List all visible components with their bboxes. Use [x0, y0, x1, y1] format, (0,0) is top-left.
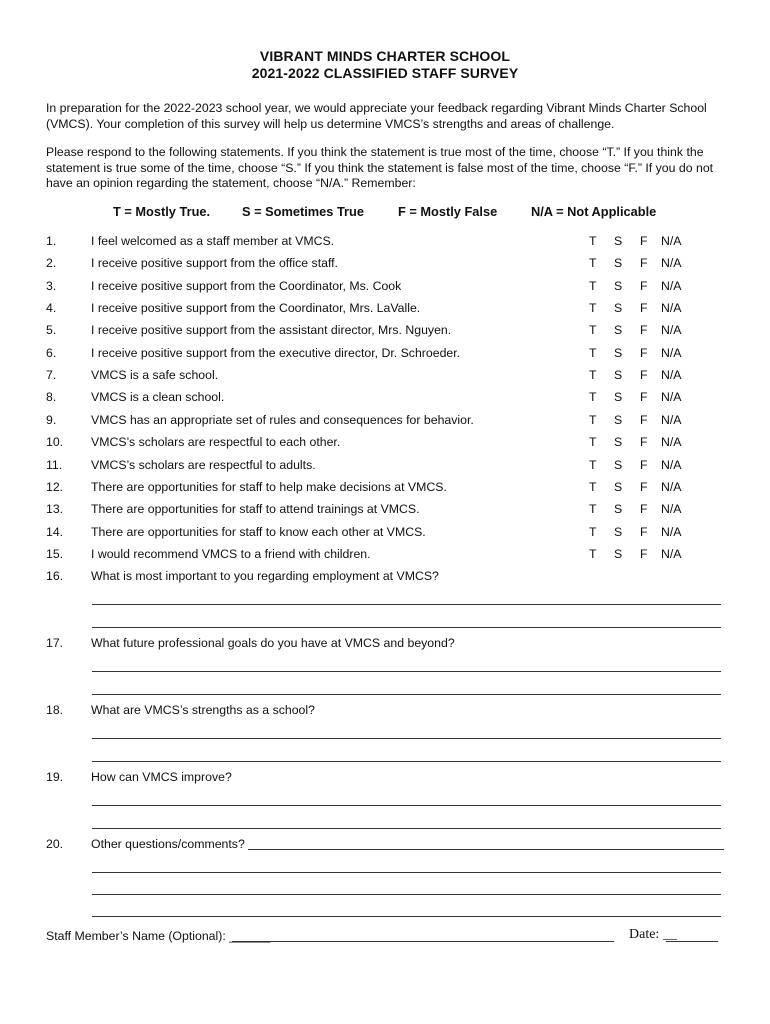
option-t[interactable]: T: [589, 524, 597, 539]
statement-number: 12.: [46, 479, 64, 494]
option-na[interactable]: N/A: [661, 234, 682, 248]
statement-number: 15.: [46, 546, 64, 561]
statement-number: 5.: [46, 323, 57, 338]
statement-row: [0, 256, 770, 276]
statement-row: [0, 525, 770, 545]
option-na[interactable]: N/A: [661, 457, 682, 472]
statement-row: [0, 279, 770, 299]
statement-number: 10.: [46, 435, 64, 450]
statement-row: [0, 480, 770, 500]
staff-name-field[interactable]: [232, 941, 614, 942]
option-s[interactable]: S: [614, 435, 623, 450]
question-number: 16.: [46, 569, 64, 583]
option-t[interactable]: T: [589, 390, 597, 405]
statement-row: [0, 323, 770, 343]
question-text: What is most important to you regarding employment at VMCS?: [91, 569, 439, 583]
statement-text: There are opportunities for staff to know each other at VMCS.: [91, 524, 426, 539]
statement-text: I receive positive support from the office staff.: [91, 256, 338, 271]
answer-line[interactable]: [92, 805, 721, 806]
option-na[interactable]: N/A: [661, 256, 682, 271]
statement-number: 4.: [46, 301, 57, 316]
option-s[interactable]: S: [614, 256, 623, 271]
statement-number: 9.: [46, 412, 57, 427]
answer-line[interactable]: [92, 671, 721, 672]
option-t[interactable]: T: [589, 546, 597, 561]
statement-row: [0, 346, 770, 366]
option-t[interactable]: T: [589, 479, 597, 494]
statement-text: VMCS’s scholars are respectful to adults.: [91, 457, 316, 472]
option-f[interactable]: F: [640, 301, 648, 316]
statement-number: 7.: [46, 368, 57, 383]
statement-text: VMCS’s scholars are respectful to each other.: [91, 435, 341, 450]
statement-number: 8.: [46, 390, 57, 405]
answer-line[interactable]: [92, 872, 721, 873]
option-t[interactable]: T: [589, 368, 597, 383]
option-na[interactable]: N/A: [661, 546, 682, 561]
statement-number: 3.: [46, 278, 57, 293]
option-na[interactable]: N/A: [661, 502, 682, 517]
date-field[interactable]: [666, 941, 718, 942]
option-f[interactable]: F: [640, 278, 648, 293]
statement-text: VMCS has an appropriate set of rules and consequences for behavior.: [91, 412, 474, 427]
statement-row: [0, 390, 770, 410]
answer-line[interactable]: [92, 916, 721, 917]
option-f[interactable]: F: [640, 457, 648, 472]
statement-row: [0, 368, 770, 388]
option-s[interactable]: S: [614, 323, 623, 338]
option-s[interactable]: S: [614, 457, 623, 472]
statement-number: 13.: [46, 502, 64, 517]
option-s[interactable]: S: [614, 301, 623, 316]
statement-text: I receive positive support from the assistant director, Mrs. Nguyen.: [91, 323, 452, 338]
question-number: 18.: [46, 703, 64, 717]
answer-line[interactable]: [92, 604, 721, 605]
statement-text: VMCS is a safe school.: [91, 368, 219, 383]
legend-not-applicable: N/A = Not Applicable: [531, 204, 657, 219]
answer-line[interactable]: [248, 849, 724, 850]
answer-line[interactable]: [92, 738, 721, 739]
option-na[interactable]: N/A: [661, 323, 682, 338]
date-label: Date: __: [629, 927, 677, 942]
statement-row: [0, 435, 770, 455]
option-t[interactable]: T: [589, 457, 597, 472]
option-f[interactable]: F: [640, 323, 648, 338]
option-f[interactable]: F: [640, 390, 648, 405]
option-s[interactable]: S: [614, 345, 623, 360]
option-s[interactable]: S: [614, 412, 623, 427]
statement-text: I would recommend VMCS to a friend with children.: [91, 546, 371, 561]
option-f[interactable]: F: [640, 502, 648, 517]
statement-text: I receive positive support from the executive director, Dr. Schroeder.: [91, 345, 461, 360]
statement-number: 14.: [46, 524, 64, 539]
question-number: 17.: [46, 636, 64, 650]
option-s[interactable]: S: [614, 479, 623, 494]
option-f[interactable]: F: [640, 234, 648, 248]
option-t[interactable]: T: [589, 412, 597, 427]
question-text: What are VMCS’s strengths as a school?: [91, 703, 315, 717]
statement-text: There are opportunities for staff to help make decisions at VMCS.: [91, 479, 447, 494]
legend-false: F = Mostly False: [398, 204, 498, 219]
statement-text: VMCS is a clean school.: [91, 390, 225, 405]
statement-row: [0, 458, 770, 478]
statement-text: I receive positive support from the Coordinator, Ms. Cook: [91, 278, 402, 293]
answer-line[interactable]: [92, 828, 721, 829]
statement-number: 2.: [46, 256, 57, 271]
question-number: 19.: [46, 770, 64, 784]
statement-number: 11.: [46, 457, 63, 472]
statement-number: 1.: [46, 234, 57, 248]
staff-name-label: Staff Member’s Name (Optional): ______: [46, 929, 271, 943]
option-na[interactable]: N/A: [661, 301, 682, 316]
option-f[interactable]: F: [640, 435, 648, 450]
legend-true: T = Mostly True.: [113, 204, 211, 219]
legend-sometimes: S = Sometimes True: [242, 204, 364, 219]
statement-text: There are opportunities for staff to attend trainings at VMCS.: [91, 502, 420, 517]
statement-row: [0, 301, 770, 321]
option-t[interactable]: T: [589, 345, 597, 360]
option-f[interactable]: F: [640, 412, 648, 427]
option-s[interactable]: S: [614, 524, 623, 539]
option-f[interactable]: F: [640, 345, 648, 360]
option-s[interactable]: S: [614, 234, 623, 248]
option-t[interactable]: T: [589, 301, 597, 316]
option-na[interactable]: N/A: [661, 368, 682, 383]
question-text: How can VMCS improve?: [91, 770, 232, 784]
option-t[interactable]: T: [589, 256, 597, 271]
option-s[interactable]: S: [614, 278, 623, 293]
option-f[interactable]: F: [640, 524, 648, 539]
option-s[interactable]: S: [614, 502, 623, 517]
option-f[interactable]: F: [640, 256, 648, 271]
option-t[interactable]: T: [589, 278, 597, 293]
answer-line[interactable]: [92, 694, 721, 695]
answer-line[interactable]: [92, 894, 721, 895]
option-na[interactable]: N/A: [661, 412, 682, 427]
statement-number: 6.: [46, 345, 57, 360]
question-text: What future professional goals do you have at VMCS and beyond?: [91, 636, 455, 650]
answer-line[interactable]: [92, 761, 721, 762]
statement-row: [0, 547, 770, 567]
instructions-paragraph: Please respond to the following statements. If you think the statement is true most of the time, choose “T.” If you think the statement is true some of the time, choose “S.” If you think the statement is false most of the time, choose “F.” If you do not have an opinion regarding the statement, choose “N/A.” Remember:: [46, 145, 714, 190]
statement-row: [0, 502, 770, 522]
option-t[interactable]: T: [589, 435, 597, 450]
statement-text: I feel welcomed as a staff member at VMCS.: [91, 234, 335, 248]
survey-title: 2021-2022 CLASSIFIED STAFF SURVEY: [251, 65, 519, 81]
option-t[interactable]: T: [589, 502, 597, 517]
option-na[interactable]: N/A: [661, 435, 682, 450]
question-number: 20.: [46, 837, 64, 851]
option-s[interactable]: S: [614, 390, 623, 405]
option-na[interactable]: N/A: [661, 345, 682, 360]
option-t[interactable]: T: [589, 234, 597, 248]
school-title: VIBRANT MINDS CHARTER SCHOOL: [259, 48, 511, 64]
option-na[interactable]: N/A: [661, 390, 682, 405]
option-f[interactable]: F: [640, 546, 648, 561]
question-text: Other questions/comments?: [91, 837, 245, 851]
option-f[interactable]: F: [640, 479, 648, 494]
option-t[interactable]: T: [589, 323, 597, 338]
option-na[interactable]: N/A: [661, 524, 682, 539]
option-s[interactable]: S: [614, 368, 623, 383]
option-na[interactable]: N/A: [661, 479, 682, 494]
statement-text: I receive positive support from the Coordinator, Mrs. LaValle.: [91, 301, 421, 316]
option-f[interactable]: F: [640, 368, 648, 383]
option-na[interactable]: N/A: [661, 278, 682, 293]
statement-row: [0, 234, 770, 254]
answer-line[interactable]: [92, 627, 721, 628]
intro-paragraph: In preparation for the 2022-2023 school year, we would appreciate your feedback regarding Vibrant Minds Charter School (VMCS). Your completion of this survey will help us determine VMCS’s strengths and areas of challenge.: [46, 101, 707, 131]
statement-row: [0, 413, 770, 433]
option-s[interactable]: S: [614, 546, 623, 561]
